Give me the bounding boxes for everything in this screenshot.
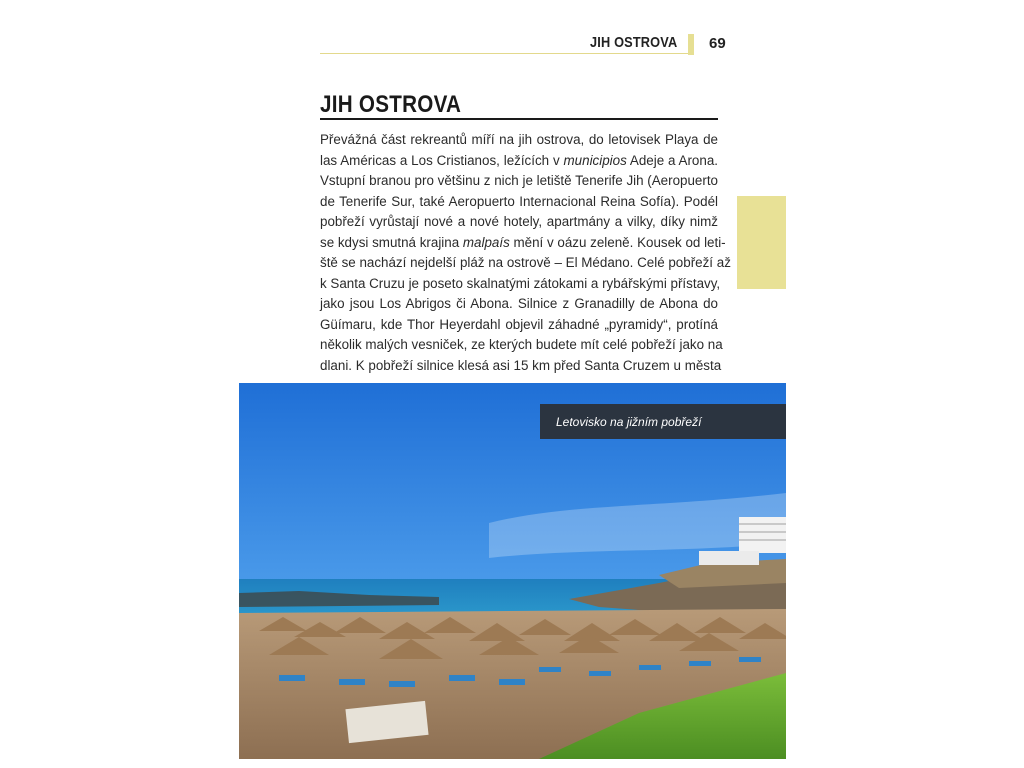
photo-caption-box: [540, 404, 786, 439]
header-accent-bar: [688, 34, 694, 55]
body-paragraph: [320, 130, 731, 376]
body-line: [320, 171, 718, 192]
body-text-run: las Américas a Los Cristianos, ležících v: [320, 152, 564, 168]
body-line: [320, 233, 726, 254]
body-line: [320, 253, 731, 274]
body-line: [320, 335, 723, 356]
body-text-run: mění v oázu zeleně. Kousek od leti-: [509, 234, 726, 250]
body-line: [320, 212, 718, 233]
chapter-side-tab: [737, 196, 786, 289]
body-line: [320, 274, 721, 295]
body-italic-term: malpaís: [462, 234, 510, 250]
body-text-run: k Santa Cruzu je poseto skalnatými zátokami a rybářskými přístavy,: [320, 275, 721, 291]
body-line: [320, 192, 718, 213]
body-text-run: de Tenerife Sur, také Aeropuerto Internacional Reina Sofía). Podél: [320, 193, 718, 209]
body-line: [320, 356, 722, 377]
body-text-run: několik malých vesniček, ze kterých budete mít celé pobřeží jako na: [320, 337, 723, 352]
body-text-run: se kdysi smutná krajina: [320, 234, 463, 250]
beach-photo: [239, 383, 786, 759]
body-text-run: pobřeží vyrůstají nové a nové hotely, apartmány a vilky, díky nimž: [320, 214, 718, 229]
body-text-run: ště se nachází nejdelší pláž na ostrově – El Médano. Celé pobřeží až: [320, 255, 731, 270]
body-text-run: dlani. K pobřeží silnice klesá asi 15 km před Santa Cruzem u města: [320, 357, 722, 373]
body-text-run: jako jsou Los Abrigos či Abona. Silnice z Granadilly de Abona do: [320, 296, 718, 311]
running-header-title: JIH OSTROVA: [590, 34, 678, 51]
page-number: 69: [709, 35, 726, 52]
body-text-run: Převážná část rekreantů míří na jih ostrova, do letovisek Playa de: [320, 132, 718, 147]
body-italic-term: municipios: [563, 152, 627, 168]
body-text-run: Vstupní branou pro většinu z nich je letiště Tenerife Jih (Aeropuerto: [320, 173, 718, 188]
header-rule: [320, 53, 692, 54]
body-line: [320, 130, 718, 151]
body-text-run: Güímaru, kde Thor Heyerdahl objevil záhadné „pyramidy“, protíná: [320, 316, 718, 332]
body-text-run: Adeje a Arona.: [626, 152, 718, 168]
section-title: JIH OSTROVA: [320, 91, 462, 118]
photo-caption: Letovisko na jižním pobřeží: [556, 414, 702, 429]
body-line: [320, 294, 718, 315]
body-line: [320, 151, 718, 172]
section-title-rule: [320, 118, 718, 120]
body-line: [320, 315, 718, 336]
